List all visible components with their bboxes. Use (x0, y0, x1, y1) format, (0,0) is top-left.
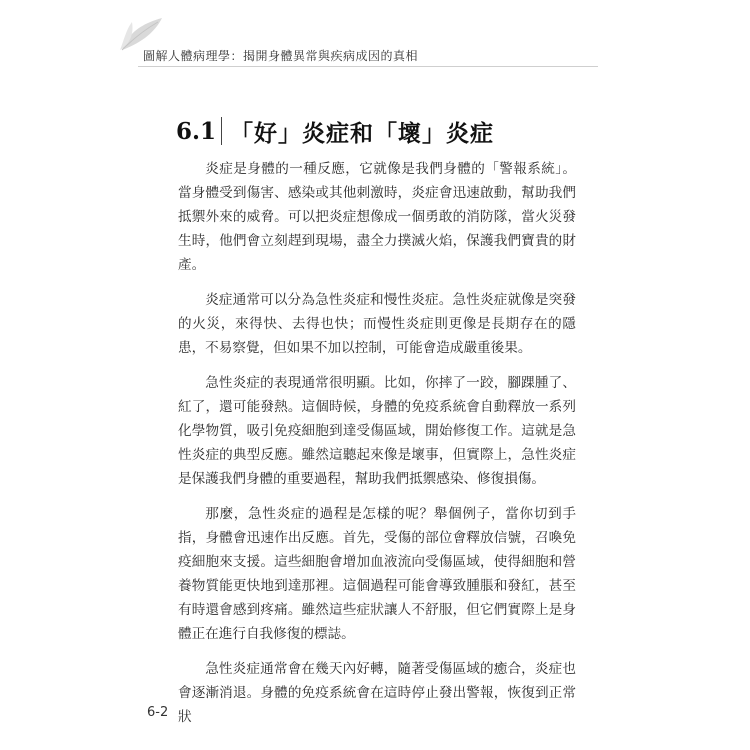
paragraph: 急性炎症通常會在幾天內好轉，隨著受傷區域的癒合，炎症也會逐漸消退。身體的免疫系統會在這時停止發出警報，恢復到正常狀 (178, 661, 576, 725)
paragraph: 急性炎症的表現通常很明顯。比如，你摔了一跤，腳踝腫了、紅了，還可能發熱。這個時候，身體的免疫系統會自動釋放一系列化學物質，吸引免疫細胞到達受傷區域，開始修復工作。這就是急性炎症的典型反應。雖然這聽起來像是壞事，但實際上，急性炎症是保護我們身體的重要過程，幫助我們抵禦感染、修復損傷。 (178, 375, 576, 487)
title-divider (221, 117, 222, 145)
body-text (178, 157, 576, 740)
section-number: 6.1 (176, 117, 217, 145)
header-divider (138, 66, 598, 67)
page-number: 6-2 (147, 705, 169, 720)
section-heading: 「好」炎症和「壞」炎症 (230, 119, 495, 147)
section-title (176, 114, 494, 148)
paragraph: 那麼，急性炎症的過程是怎樣的呢？舉個例子，當你切到手指，身體會迅速作出反應。首先，受傷的部位會釋放信號，召喚免疫細胞來支援。這些細胞會增加血液流向受傷區域，使得細胞和營養物質能更快地到達那裡。這個過程可能會導致腫脹和發紅，甚至有時還會感到疼痛。雖然這些症狀讓人不舒服，但它們實際上是身體正在進行自我修復的標誌。 (178, 506, 576, 642)
paragraph: 炎症是身體的一種反應，它就像是我們身體的「警報系統」。當身體受到傷害、感染或其他刺激時，炎症會迅速啟動，幫助我們抵禦外來的威脅。可以把炎症想像成一個勇敢的消防隊，當火災發生時，他們會立刻趕到現場，盡全力撲滅火焰，保護我們寶貴的財產。 (178, 161, 576, 273)
running-header: 圖解人體病理學：揭開身體異常與疾病成因的真相 (143, 49, 419, 63)
paragraph: 炎症通常可以分為急性炎症和慢性炎症。急性炎症就像是突發的火災，來得快、去得也快；而慢性炎症則更像是長期存在的隱患，不易察覺，但如果不加以控制，可能會造成嚴重後果。 (178, 292, 576, 356)
